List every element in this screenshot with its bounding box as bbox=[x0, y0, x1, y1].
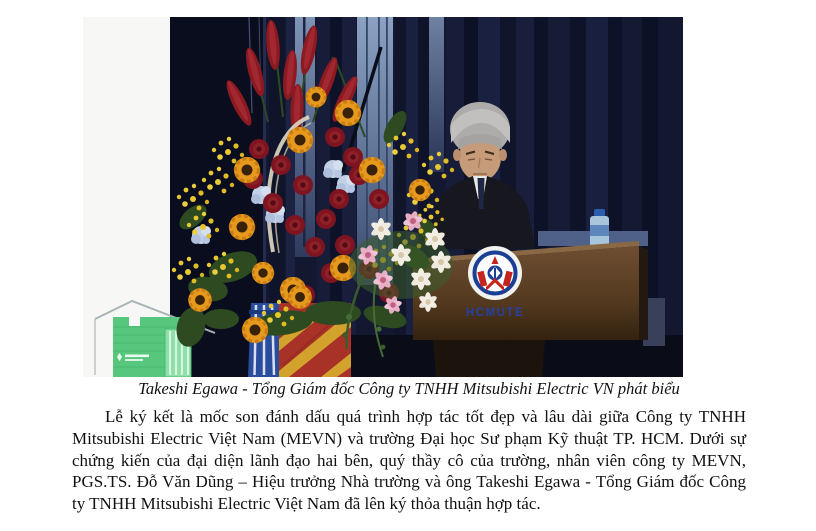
hcmute-logo bbox=[468, 246, 522, 300]
photo-caption: Takeshi Egawa - Tổng Giám đốc Công ty TNHH Mitsubishi Electric VN phát biểu bbox=[138, 379, 680, 398]
podium-label: HCMUTE bbox=[465, 307, 525, 319]
article-paragraph: Lễ ký kết là mốc son đánh dấu quá trình hợp tác tốt đẹp và lâu dài giữa Công ty TNHH Mitsubishi Electric Việt Nam (MEVN) và trường Đại học Sư phạm Kỹ thuật TP. HCM. Dưới sự chứng kiến của đại diện lãnh đạo hai bên, quý thầy cô của trường, nhân viên công ty MEVN, PGS.TS. Đỗ Văn Dũng – Hiệu trưởng Nhà trường và ông Takeshi Egawa - Tổng Giám đốc Công ty TNHH Mitsubishi Electric Việt Nam đã lên ký thỏa thuận hợp tác. bbox=[72, 407, 746, 514]
photo-illustration bbox=[83, 17, 683, 377]
article-photo bbox=[83, 17, 683, 377]
